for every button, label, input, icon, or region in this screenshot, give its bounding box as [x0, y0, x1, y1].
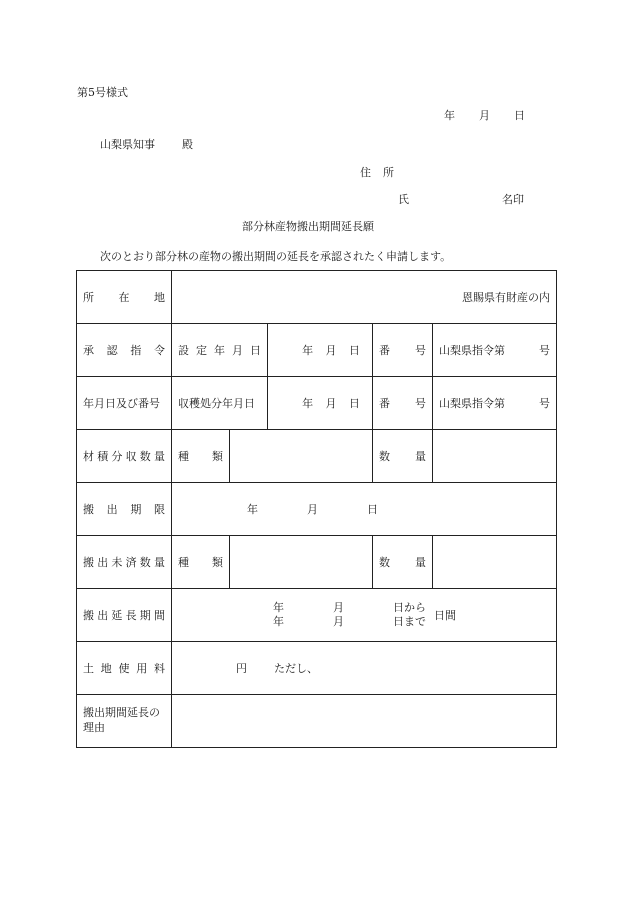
- label-char: 数: [139, 450, 151, 463]
- harvest-date-field[interactable]: [268, 377, 373, 430]
- directive-suffix: 号: [539, 344, 550, 357]
- day-unit: 日: [348, 397, 360, 410]
- label-char: 使: [118, 662, 130, 675]
- label-char: 長: [125, 609, 137, 622]
- row-volume: [77, 430, 557, 483]
- number-label-cell: [373, 324, 433, 377]
- reason-field[interactable]: [172, 695, 557, 748]
- proviso-text: ただし、: [274, 662, 318, 675]
- land-fee-label-cell: [77, 642, 172, 695]
- directive-prefix: 山梨県指令第: [439, 397, 505, 410]
- location-label-char: 在: [118, 291, 130, 304]
- label-char: 期: [139, 609, 151, 622]
- set-date-field[interactable]: [268, 324, 373, 377]
- location-label-char: 所: [83, 291, 94, 304]
- row-remaining: [77, 536, 557, 589]
- row-deadline: [77, 483, 557, 536]
- label-char: 番: [379, 344, 390, 357]
- label-char: 出: [97, 609, 109, 622]
- label-char: 年: [214, 344, 225, 357]
- form-number: 第5号様式: [77, 86, 128, 99]
- intro-text: 次のとおり部分林の産物の搬出期間の延長を承認されたく申請します。: [100, 250, 452, 263]
- day-from-label: 日から: [393, 600, 426, 614]
- month-unit: 月: [325, 397, 337, 410]
- row-reason: [77, 695, 557, 748]
- directive-number-field[interactable]: [433, 377, 557, 430]
- label-char: 間: [153, 609, 165, 622]
- ymd-number-label: 年月日及び番号: [77, 377, 172, 430]
- row-location: [77, 271, 557, 324]
- label-char: 出: [97, 556, 109, 569]
- date-year-label: 年: [444, 109, 455, 122]
- label-char: 種: [178, 450, 189, 463]
- label-char: 量: [415, 556, 426, 569]
- label-char: 号: [415, 397, 426, 410]
- number-label-cell: [373, 377, 433, 430]
- honorific: 殿: [182, 138, 193, 151]
- label-char: 延: [111, 609, 123, 622]
- label-char: 出: [106, 503, 118, 516]
- volume-label-cell: [77, 430, 172, 483]
- row-approval: [77, 324, 557, 377]
- label-char: 量: [153, 556, 165, 569]
- label-char: 令: [153, 344, 165, 357]
- label-char: 設: [178, 344, 189, 357]
- label-char: 日: [250, 344, 261, 357]
- directive-number-field[interactable]: [433, 324, 557, 377]
- row-harvest: [77, 377, 557, 430]
- address-label: 住所: [360, 166, 406, 179]
- day-unit: 日: [348, 344, 360, 357]
- document-title: 部分林産物搬出期間延長願: [242, 220, 374, 233]
- label-char: 量: [415, 450, 426, 463]
- name-seal-label: 名印: [502, 193, 524, 206]
- month-unit: 月: [333, 615, 344, 628]
- label-char: 数: [379, 556, 390, 569]
- set-date-label-cell: [172, 324, 268, 377]
- label-char: 搬: [83, 556, 94, 569]
- label-char: 月: [232, 344, 243, 357]
- kind-label-cell: [172, 430, 230, 483]
- row-land-fee: [77, 642, 557, 695]
- day-unit: 日: [367, 503, 378, 516]
- label-char: 類: [212, 556, 223, 569]
- label-char: 搬: [83, 609, 94, 622]
- month-unit: 月: [307, 503, 318, 516]
- land-fee-field[interactable]: [172, 642, 557, 695]
- date-day-label: 日: [514, 109, 525, 122]
- location-label-cell: [77, 271, 172, 324]
- label-char: 類: [212, 450, 223, 463]
- year-unit: 年: [302, 344, 314, 357]
- application-form-table: [76, 270, 557, 748]
- addressee: 山梨県知事: [100, 138, 155, 151]
- remaining-kind-field[interactable]: [230, 536, 373, 589]
- label-char: 認: [106, 344, 118, 357]
- year-unit: 年: [273, 600, 284, 614]
- day-to-label: 日まで: [393, 615, 426, 628]
- directive-suffix: 号: [539, 397, 550, 410]
- label-char: 量: [153, 450, 165, 463]
- volume-kind-field[interactable]: [230, 430, 373, 483]
- remaining-quantity-field[interactable]: [433, 536, 557, 589]
- label-char: 番: [379, 397, 390, 410]
- row-extension: [77, 589, 557, 642]
- month-unit: 月: [333, 600, 344, 614]
- kind-label-cell: [172, 536, 230, 589]
- year-unit: 年: [273, 615, 284, 628]
- label-char: 材: [83, 450, 94, 463]
- label-char: 料: [154, 662, 165, 675]
- label-char: 指: [130, 344, 142, 357]
- approval-label-cell: [77, 324, 172, 377]
- deadline-field[interactable]: [172, 483, 557, 536]
- month-unit: 月: [325, 344, 337, 357]
- yen-unit: 円: [236, 662, 247, 675]
- label-char: 土: [83, 662, 94, 675]
- deadline-label-cell: [77, 483, 172, 536]
- remaining-label-cell: [77, 536, 172, 589]
- harvest-date-label: 収穫処分年月日: [172, 377, 268, 430]
- location-value[interactable]: 恩賜県有財産の内: [172, 271, 557, 324]
- year-unit: 年: [247, 503, 258, 516]
- directive-prefix: 山梨県指令第: [439, 344, 505, 357]
- year-unit: 年: [302, 397, 314, 410]
- label-char: 承: [83, 344, 94, 357]
- label-char: 限: [153, 503, 165, 516]
- location-label-char: 地: [154, 291, 165, 304]
- extension-label-cell: [77, 589, 172, 642]
- label-char: 定: [196, 344, 207, 357]
- label-char: 未: [111, 556, 123, 569]
- label-char: 数: [379, 450, 390, 463]
- label-char: 積: [97, 450, 109, 463]
- days-label: 日間: [434, 609, 456, 622]
- name-label-part1: 氏: [398, 193, 409, 206]
- reason-label: 搬出期間延長の理由: [77, 695, 172, 748]
- label-char: 期: [130, 503, 142, 516]
- label-char: 収: [125, 450, 137, 463]
- volume-quantity-field[interactable]: [433, 430, 557, 483]
- label-char: 用: [136, 662, 148, 675]
- quantity-label-cell: [373, 536, 433, 589]
- label-char: 分: [111, 450, 123, 463]
- label-char: 済: [125, 556, 137, 569]
- label-char: 地: [100, 662, 112, 675]
- label-char: 数: [139, 556, 151, 569]
- label-char: 号: [415, 344, 426, 357]
- label-char: 搬: [83, 503, 94, 516]
- date-month-label: 月: [479, 109, 490, 122]
- extension-period-field[interactable]: [172, 589, 557, 642]
- label-char: 種: [178, 556, 189, 569]
- quantity-label-cell: [373, 430, 433, 483]
